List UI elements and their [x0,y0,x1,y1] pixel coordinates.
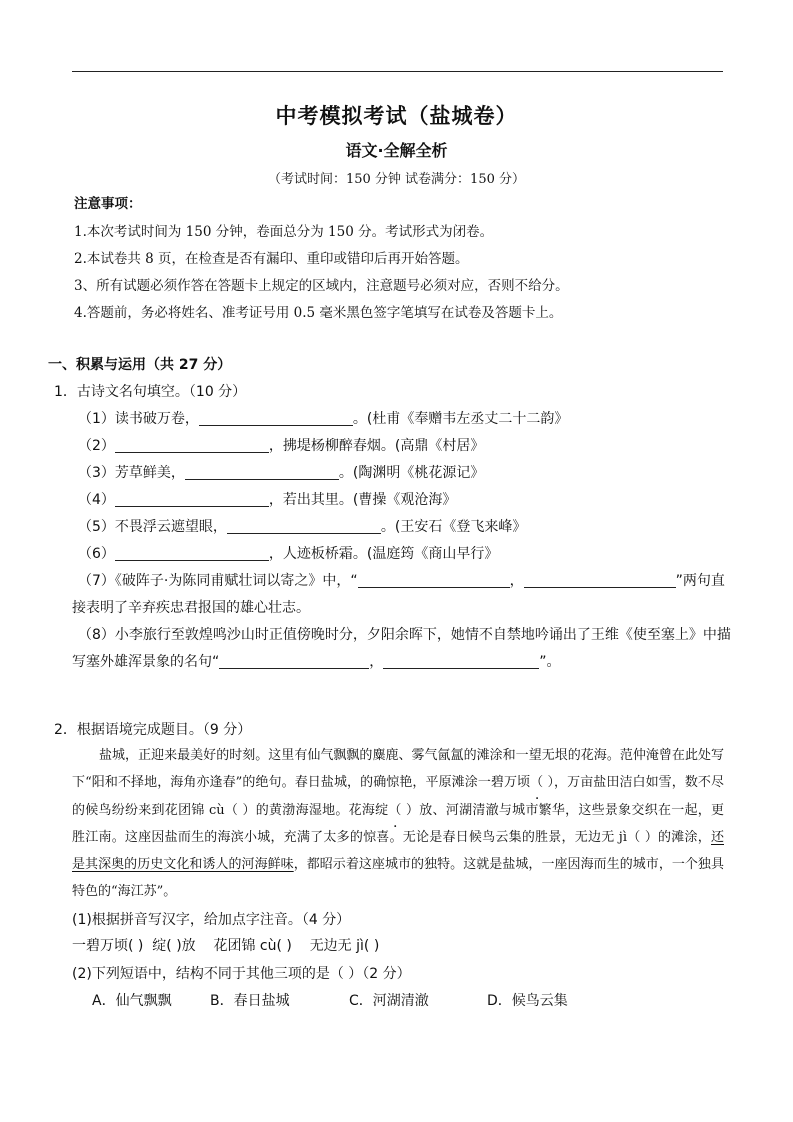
answer-blank[interactable] [227,519,381,534]
reading-passage: 盐城，正迎来最美好的时刻。这里有仙气飘飘的麋鹿、雾气氤氲的滩涂和一望无垠的花海。范仲淹曾在此处写下“阳和不择地，海角亦逢春”的绝句。春日盐城，的确惊艳，平原滩涂一碧万顷（ ），万亩盐田洁白如雪，数不尽的候鸟纷纷来到花团锦 cù（ ）的黄渤海湿地。花海绽（ ）放、河湖清澈与城市繁华，这些景象交织在一起，更胜江南。这座因盐而生的海滨小城，充满了太多的惊喜。无论是春日候鸟云集的胜景，无边无 jì（ ）的滩涂，还是其深奥的历史文化和诱人的河海鲜味，都昭示着这座城市的独特。这就是盐城，一座因海而生的城市，一个独具特色的“海江苏”。 [72,748,724,900]
page-title: 中考模拟考试（盐城卷） [275,104,518,128]
dotted-char: 绽 [375,802,389,818]
poem-item-7-continuation: 接表明了辛弃疾忠君报国的雄心壮志。 [72,600,310,616]
dotted-char: 顷 [517,775,531,791]
notice-item: 1.本次考试时间为 150 分钟，卷面总分为 150 分。考试形式为闭卷。 [74,224,494,240]
pinyin-item[interactable]: 一碧万顷( ) [72,938,144,954]
notice-item: 2.本试卷共 8 页，在检查是否有漏印、重印或错印后再开始答题。 [74,251,469,267]
option-b[interactable]: B．春日盐城 [210,993,290,1009]
option-a[interactable]: A．仙气飘飘 [92,993,172,1009]
exam-meta: （考试时间：150 分钟 试卷满分：150 分） [267,172,526,187]
subquestion-1-items [72,935,379,955]
question-2-stem: 2．根据语境完成题目。（9 分） [54,722,252,738]
poem-item-3: （3）芳草鲜美， 。(陶渊明《桃花源记》 [78,465,485,481]
poem-item-7: （7）《破阵子·为陈同甫赋壮词以寄之》中，“ ， ”两句直 [78,573,725,589]
section-heading: 一、积累与运用（共 27 分） [48,357,232,373]
answer-blank[interactable] [185,465,339,480]
question-1-stem: 1．古诗文名句填空。（10 分） [54,384,247,400]
answer-blank[interactable] [199,411,353,426]
pinyin-item[interactable]: 无边无 jì( ) [309,938,380,954]
answer-blank[interactable] [115,438,269,453]
option-d[interactable]: D．候鸟云集 [487,993,568,1009]
answer-blank[interactable] [115,546,269,561]
answer-blank[interactable] [358,573,510,588]
notice-item: 4.答题前，务必将姓名、准考证号用 0.5 毫米黑色签字笔填写在试卷及答题卡上。 [74,305,563,321]
answer-blank[interactable] [115,492,269,507]
subquestion-2-stem: (2)下列短语中，结构不同于其他三项的是（ ）（2 分） [72,966,411,982]
answer-blank[interactable] [383,654,539,669]
pinyin-item[interactable]: 花团锦 cù( ) [213,938,292,954]
poem-item-1: （1）读书破万卷， 。(杜甫《奉赠韦左丞丈二十二韵》 [78,411,569,427]
page-subtitle: 语文·全解全析 [345,141,448,160]
poem-item-8-continuation: 写塞外雄浑景象的名句“ ， ”。 [72,654,561,670]
poem-item-4: （4） ，若出其里。(曹操《观沧海》 [78,492,457,508]
answer-blank[interactable] [219,654,369,669]
top-rule [72,71,723,72]
underlined-sentence: 还是其深奥的历史文化和诱人的河海鲜味 [72,829,724,873]
pinyin-item[interactable]: 绽( )放 [152,938,196,954]
poem-item-2: （2） ，拂堤杨柳醉春烟。(高鼎《村居》 [78,438,485,454]
notice-item: 3、所有试题必须作答在答题卡上规定的区域内，注意题号必须对应，否则不给分。 [74,278,569,294]
subquestion-1-stem: (1)根据拼音写汉字，给加点字注音。（4 分） [72,912,351,928]
option-c[interactable]: C．河湖清澈 [349,993,429,1009]
notice-heading: 注意事项： [74,196,142,212]
poem-item-6: （6） ，人迹板桥霜。(温庭筠《商山早行》 [78,546,499,562]
answer-blank[interactable] [524,573,676,588]
poem-item-8: （8）小李旅行至敦煌鸣沙山时正值傍晚时分，夕阳余晖下，她情不自禁地吟诵出了王维《使至塞上》中描 [78,627,731,643]
poem-item-5: （5）不畏浮云遮望眼， 。(王安石《登飞来峰》 [78,519,527,535]
